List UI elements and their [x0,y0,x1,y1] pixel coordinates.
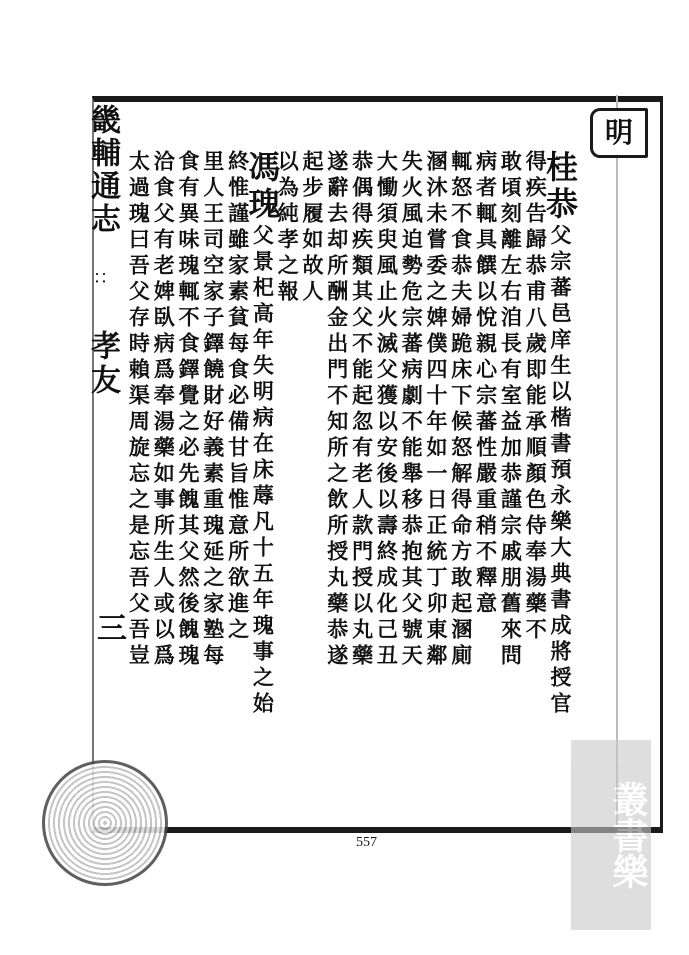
text-column [374,150,399,670]
column-text: 父宗蕃邑庠生以楷書預永樂大典書成將授官 [548,224,573,718]
library-seal-stamp [42,760,168,886]
text-column [226,150,251,644]
text-column [449,150,474,670]
text-column [350,150,375,670]
column-text: 溷沐未嘗委之婢僕四十年如一日正統丁卯東鄰 [424,150,449,670]
gutter-line [616,95,618,825]
column-text: 以為純孝之報 [275,150,301,306]
person-name: 馮瑰 [243,150,282,224]
text-column [523,150,548,644]
text-column [498,150,523,670]
folio-number: 三 [91,612,126,642]
column-text: 太過瑰曰吾父存時賴渠周旋忘之是忘吾父吾豈 [126,150,152,670]
margin-dots: ∷ [89,272,110,284]
column-text: 失火風迫勢危宗蕃病劇不能舉移恭抱其父號天 [399,150,425,670]
column-text: 父景𣏌高年失明病在床蓐凡十五年瑰事之始 [250,224,276,718]
column-text: 大慟須臾風止火滅父獲以安後以壽終成化己丑 [374,150,400,670]
column-text: 遂辭去却所酬金出門不知所之飲所授丸藥恭遂 [324,150,350,670]
column-text: 輒怒不食恭夫婦跪床下候怒解得命方敢起溷廁 [448,150,474,670]
watermark-stamp: 叢書樂 [571,740,651,930]
person-name: 桂恭 [541,150,579,224]
text-column [474,150,499,618]
column-text: 恭偶得疾類其父不能起忽有老人款門授以丸藥 [349,150,375,670]
column-text: 敢頃刻離左右洎長有室益加恭謹宗戚朋舊來問 [498,150,524,670]
margin-title: 畿輔通志 [85,104,120,236]
text-column [424,150,449,670]
column-text: 得疾告歸恭甫八歲即能承順顏色侍奉湯藥不 [523,150,549,644]
text-column [176,150,201,670]
text-column [325,150,350,670]
column-text: 病者輒具饌以悅親心宗蕃性嚴重稍不釋意 [473,150,499,618]
column-text: 洽食父有老婢臥病爲奉湯藥如事所生人或以爲 [151,150,177,670]
dynasty-tag: 明 [590,108,648,158]
text-column [201,150,226,670]
column-text: 終惟謹雖家素貧每食必備甘旨惟意所欲進之 [225,150,251,644]
entry-column-head [243,150,282,718]
text-column [399,150,424,670]
text-column [126,150,151,670]
entry-column-head [541,150,579,718]
section-label: 孝友 [85,330,120,398]
text-column [300,150,325,306]
column-text: 起步履如故人 [300,150,325,306]
column-text: 里人王司空家子鐸饒財好義素重瑰延之家塾每 [200,150,226,670]
column-text: 食有異味瑰輒不食鐸覺之必先餽其父然後餽瑰 [176,150,201,670]
text-column [151,150,176,670]
page-number: 557 [356,835,377,850]
